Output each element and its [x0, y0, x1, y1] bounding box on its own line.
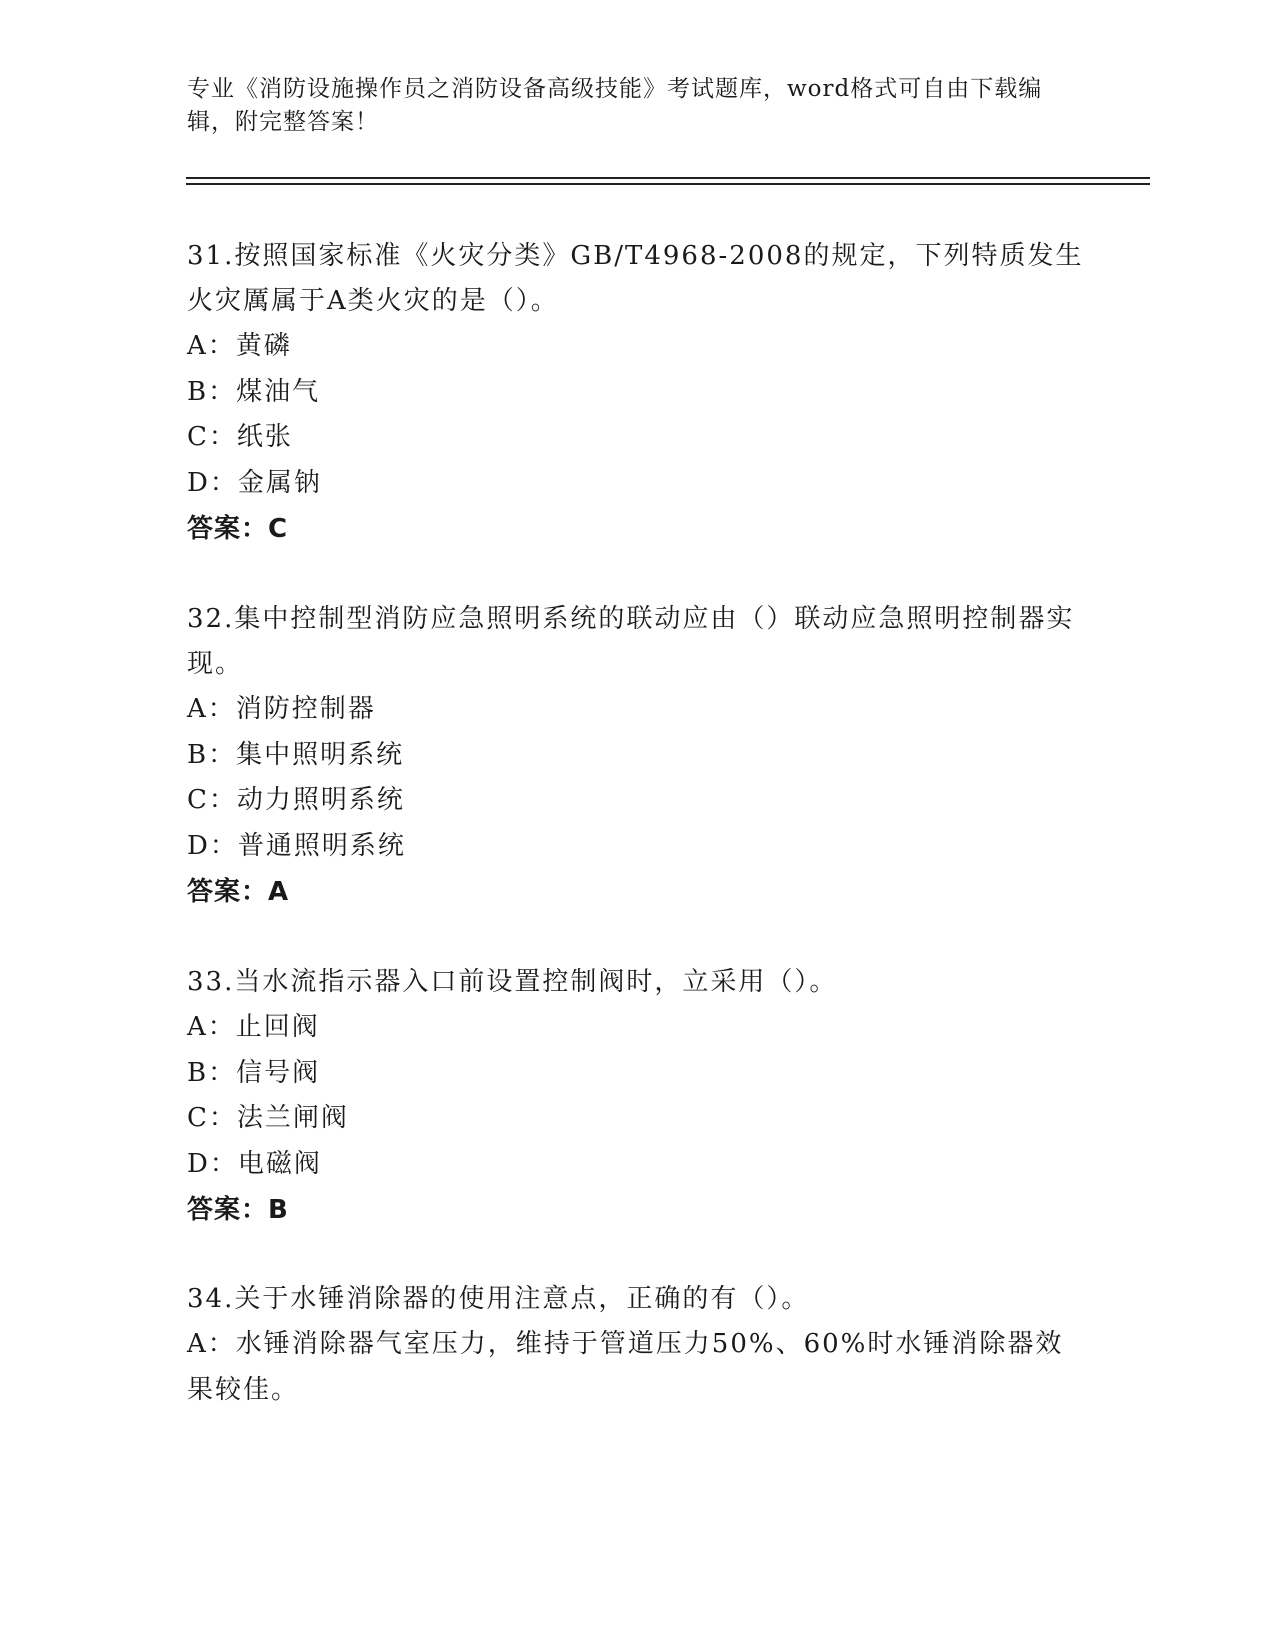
option-c: C：纸张 — [187, 422, 293, 452]
question-stem: 33.当水流指示器入口前设置控制阀时，立采用（）。 — [187, 967, 838, 997]
option-d: D：普通照明系统 — [187, 830, 406, 861]
option-a: A：水锤消除器气室压力，维持于管道压力50%、60%时水锤消除器效果较佳。 — [187, 1329, 1064, 1405]
option-a: A：消防控制器 — [187, 694, 376, 724]
option-b: B：集中照明系统 — [187, 739, 405, 770]
answer-line: 答案：A — [187, 877, 290, 907]
header-divider-top — [186, 177, 1150, 179]
question-34 — [187, 1277, 1087, 1413]
document-intro: 专业《消防设施操作员之消防设备高级技能》考试题库，word格式可自由下载编辑，附完整答案！ — [187, 76, 1043, 135]
header-divider-bottom — [186, 183, 1150, 185]
question-31 — [187, 234, 1087, 552]
option-c: C：法兰闸阀 — [187, 1103, 349, 1133]
option-a: A：止回阀 — [187, 1012, 320, 1042]
answer-line: 答案：B — [187, 1195, 289, 1225]
question-32 — [187, 597, 1087, 915]
option-c: C：动力照明系统 — [187, 785, 405, 815]
option-d: D：电磁阀 — [187, 1148, 322, 1179]
question-stem: 34.关于水锤消除器的使用注意点，正确的有（）。 — [187, 1284, 810, 1314]
question-33 — [187, 960, 1087, 1233]
option-a: A：黄磷 — [187, 331, 292, 361]
question-stem: 31.按照国家标准《火灾分类》GB/T4968-2008的规定，下列特质发生火灾厲属于A类火灾的是（）。 — [187, 241, 1084, 316]
option-b: B：煤油气 — [187, 376, 321, 407]
answer-line: 答案：C — [187, 514, 289, 544]
option-b: B：信号阀 — [187, 1057, 321, 1088]
option-d: D：金属钠 — [187, 467, 322, 498]
question-stem: 32.集中控制型消防应急照明系统的联动应由（）联动应急照明控制器实现。 — [187, 604, 1075, 679]
